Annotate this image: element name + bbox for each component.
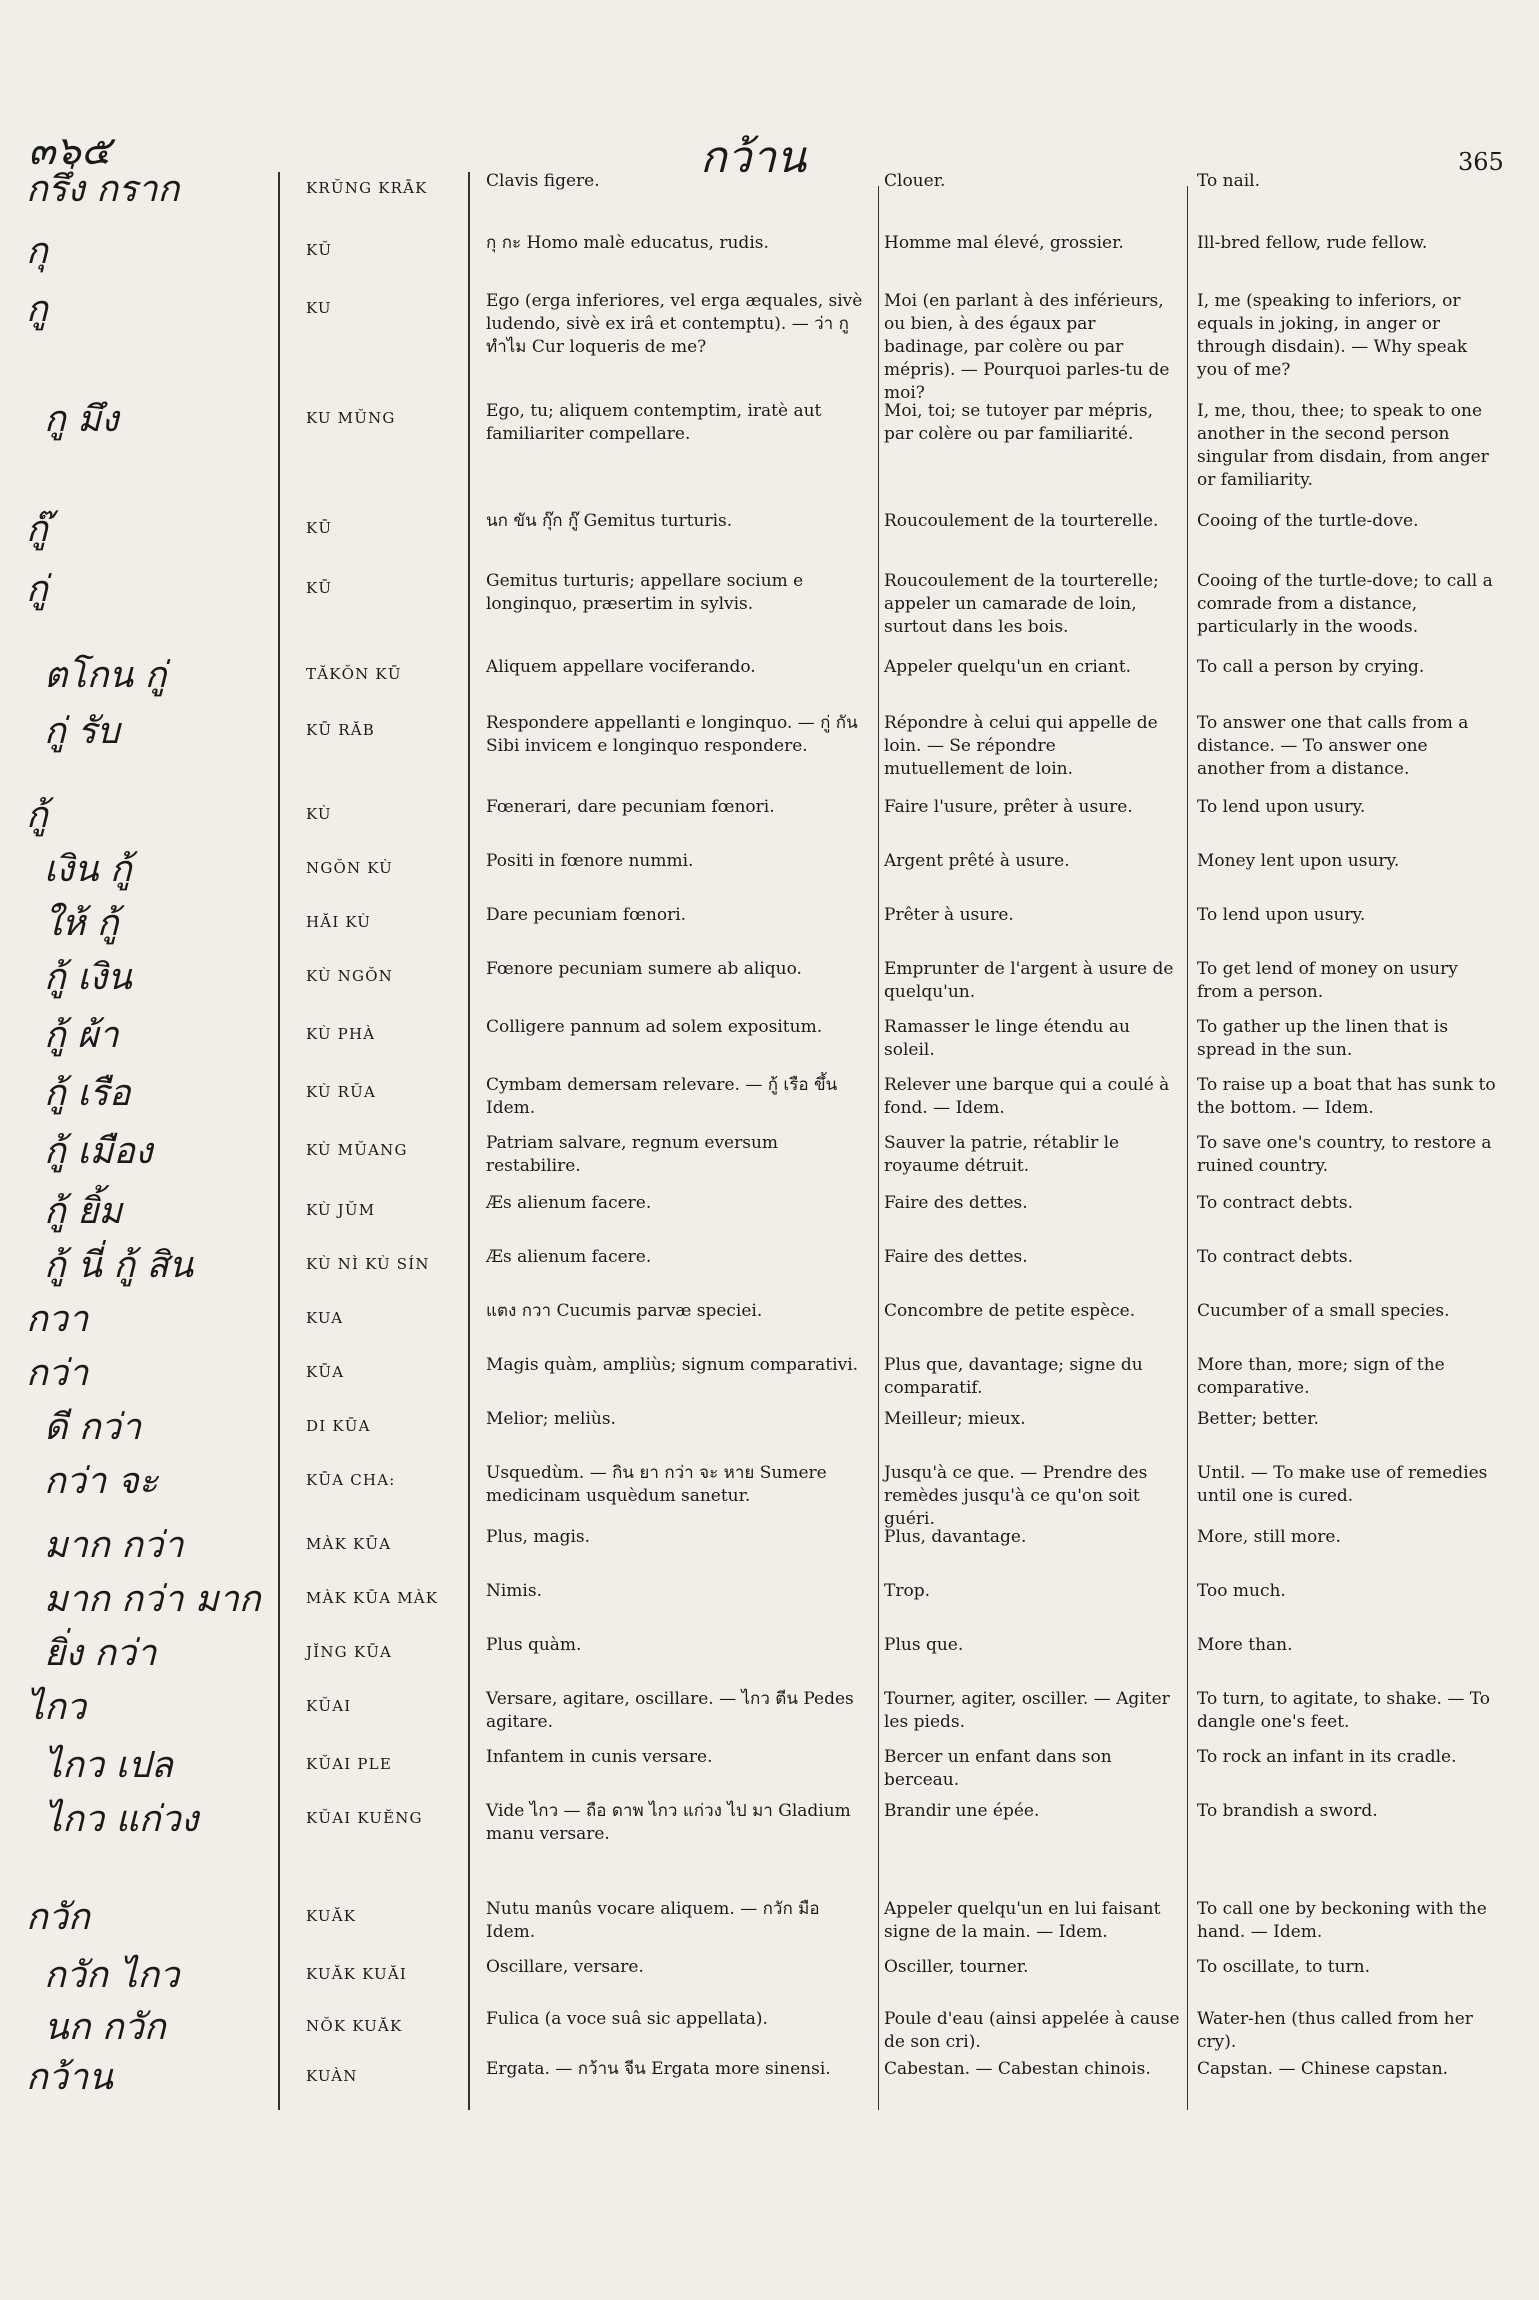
entry-latin: Ego (erga inferiores, vel erga æquales, sivè ludendo, sivè ex irâ et contemptu). — ว่า กู ทำไม Cur loqueris de me? (486, 291, 863, 357)
entry-english: To call a person by crying. (1197, 657, 1425, 677)
entry-romanization: KÙ RŬA (306, 1083, 377, 1101)
entry-romanization: KÙ (306, 805, 332, 823)
entry-thai-headword: กรึ่ง กราก (26, 169, 180, 210)
entry-thai-headword: กวา (26, 1299, 89, 1340)
entry-english: To brandish a sword. (1197, 1801, 1378, 1821)
entry-latin: Fœnore pecuniam sumere ab aliquo. (486, 959, 802, 979)
entry-english: To raise up a boat that has sunk to the bottom. — Idem. (1197, 1075, 1496, 1118)
entry-romanization: KUĂK (306, 1907, 357, 1925)
entry-romanization: KÙ NGŎN (306, 967, 394, 985)
entry-french: Moi (en parlant à des inférieurs, ou bien, à des égaux par badinage, par colère ou par mépris). — Pourquoi parles-tu de moi? (884, 291, 1170, 403)
entry-thai-headword: เงิน กู้ (44, 849, 132, 890)
entry-french: Cabestan. — Cabestan chinois. (884, 2059, 1151, 2079)
entry-latin: Cymbam demersam relevare. — กู้ เรือ ขึ้น Idem. (486, 1075, 838, 1118)
entry-french: Faire l'usure, prêter à usure. (884, 797, 1133, 817)
entry-french: Relever une barque qui a coulé à fond. — Idem. (884, 1075, 1170, 1118)
column-rule-2 (468, 172, 470, 2110)
entry-french: Faire des dettes. (884, 1193, 1028, 1213)
entry-french: Roucoulement de la tourterelle; appeler un camarade de loin, surtout dans les bois. (884, 571, 1159, 637)
entry-latin: Colligere pannum ad solem expositum. (486, 1017, 823, 1037)
entry-romanization: KÙ PHÀ (306, 1025, 376, 1043)
entry-english: To contract debts. (1197, 1247, 1353, 1267)
entry-thai-headword: กู่ รับ (44, 711, 120, 752)
entry-english: To gather up the linen that is spread in the sun. (1197, 1017, 1449, 1060)
entry-english: Capstan. — Chinese capstan. (1197, 2059, 1449, 2079)
entry-latin: Versare, agitare, oscillare. — ไกว ตีน Pedes agitare. (486, 1689, 854, 1732)
entry-thai-headword: นก กวัก (44, 2007, 166, 2048)
entry-latin: แตง กวา Cucumis parvæ speciei. (486, 1301, 763, 1321)
entry-latin: Usquedùm. — กิน ยา กว่า จะ หาย Sumere medicinam usquèdum sanetur. (486, 1463, 827, 1506)
entry-romanization: NŎK KUĂK (306, 2017, 403, 2035)
entry-english: Money lent upon usury. (1197, 851, 1400, 871)
entry-romanization: KÙ NÌ KÙ SÍN (306, 1255, 430, 1273)
entry-french: Plus, davantage. (884, 1527, 1027, 1547)
entry-thai-headword: กุ (26, 231, 48, 272)
entry-romanization: HĂI KÙ (306, 913, 372, 931)
entry-latin: กุ กะ Homo malè educatus, rudis. (486, 233, 769, 253)
entry-french: Brandir une épée. (884, 1801, 1040, 1821)
entry-french: Concombre de petite espèce. (884, 1301, 1136, 1321)
entry-latin: Aliquem appellare vociferando. (486, 657, 756, 677)
entry-english: I, me (speaking to inferiors, or equals in joking, in anger or through disdain). — Why speak you of me? (1197, 291, 1468, 380)
entry-english: Cooing of the turtle-dove; to call a comrade from a distance, particularly in the woods. (1197, 571, 1493, 637)
entry-romanization: MÀK KŪA (306, 1535, 392, 1553)
entry-thai-headword: มาก กว่า มาก (44, 1579, 261, 1620)
entry-latin: Melior; meliùs. (486, 1409, 616, 1429)
running-head: กว้าน (700, 132, 807, 183)
entry-french: Faire des dettes. (884, 1247, 1028, 1267)
entry-english: To lend upon usury. (1197, 905, 1366, 925)
entry-latin: Nimis. (486, 1581, 542, 1601)
entry-french: Roucoulement de la tourterelle. (884, 511, 1159, 531)
entry-romanization: KÙ JŬM (306, 1201, 376, 1219)
entry-romanization: KŪA CHA: (306, 1471, 396, 1489)
entry-english: To get lend of money on usury from a person. (1197, 959, 1458, 1002)
entry-english: I, me, thou, thee; to speak to one another in the second person singular from disdain, from anger or familiarity. (1197, 401, 1489, 490)
entry-thai-headword: กู (26, 289, 48, 330)
entry-french: Emprunter de l'argent à usure de quelqu'un. (884, 959, 1174, 1002)
entry-romanization: KÙ MŬANG (306, 1141, 408, 1159)
entry-english: To save one's country, to restore a ruined country. (1197, 1133, 1492, 1176)
entry-latin: Positi in fœnore nummi. (486, 851, 694, 871)
entry-thai-headword: กู้ เมือง (44, 1131, 153, 1172)
entry-english: To nail. (1197, 171, 1261, 191)
entry-romanization: KŪA (306, 1363, 345, 1381)
entry-romanization: DI KŪA (306, 1417, 371, 1435)
entry-french: Bercer un enfant dans son berceau. (884, 1747, 1112, 1790)
entry-latin: Infantem in cunis versare. (486, 1747, 713, 1767)
entry-french: Homme mal élevé, grossier. (884, 233, 1124, 253)
entry-english: To contract debts. (1197, 1193, 1353, 1213)
entry-romanization: JĬNG KŪA (306, 1643, 393, 1661)
entry-thai-headword: มาก กว่า (44, 1525, 184, 1566)
entry-latin: Ego, tu; aliquem contemptim, iratè aut familiariter compellare. (486, 401, 822, 444)
entry-thai-headword: ไกว (26, 1687, 87, 1728)
entry-french: Appeler quelqu'un en criant. (884, 657, 1132, 677)
entry-thai-headword: ให้ กู้ (44, 903, 119, 944)
entry-latin: Respondere appellanti e longinquo. — กู่ กัน Sibi invicem e longinquo respondere. (486, 713, 858, 756)
entry-latin: Plus, magis. (486, 1527, 591, 1547)
entry-latin: Plus quàm. (486, 1635, 582, 1655)
entry-french: Argent prêté à usure. (884, 851, 1070, 871)
entry-latin: Fœnerari, dare pecuniam fœnori. (486, 797, 775, 817)
entry-english: To rock an infant in its cradle. (1197, 1747, 1457, 1767)
entry-romanization: KUA (306, 1309, 344, 1327)
entry-thai-headword: กู้ นี่ กู้ สิน (44, 1245, 194, 1286)
entry-thai-headword: กู้ ผ้า (44, 1015, 119, 1056)
entry-french: Plus que. (884, 1635, 964, 1655)
entry-thai-headword: กู๊ (26, 509, 48, 550)
entry-english: To oscillate, to turn. (1197, 1957, 1371, 1977)
entry-latin: Fulica (a voce suâ sic appellata). (486, 2009, 768, 2029)
entry-thai-headword: กู่ (26, 569, 48, 610)
entry-latin: Patriam salvare, regnum eversum restabilire. (486, 1133, 779, 1176)
entry-english: Better; better. (1197, 1409, 1319, 1429)
entry-romanization: KU (306, 299, 332, 317)
entry-english: Water-hen (thus called from her cry). (1197, 2009, 1473, 2052)
entry-thai-headword: กว้าน (26, 2057, 113, 2098)
entry-romanization: KŬAI PLE (306, 1755, 392, 1773)
entry-french: Répondre à celui qui appelle de loin. — Se répondre mutuellement de loin. (884, 713, 1158, 779)
entry-english: More, still more. (1197, 1527, 1341, 1547)
entry-romanization: TĂKŎN KŪ (306, 665, 402, 683)
entry-french: Trop. (884, 1581, 930, 1601)
entry-thai-headword: ยิ่ง กว่า (44, 1633, 157, 1674)
entry-french: Poule d'eau (ainsi appelée à cause de son cri). (884, 2009, 1180, 2052)
entry-french: Tourner, agiter, osciller. — Agiter les pieds. (884, 1689, 1170, 1732)
column-rule-4 (1187, 186, 1188, 2110)
entry-latin: Æs alienum facere. (486, 1193, 652, 1213)
column-rule-3 (878, 186, 879, 2110)
entry-romanization: KŪ RĂB (306, 721, 375, 739)
entry-english: Ill-bred fellow, rude fellow. (1197, 233, 1428, 253)
entry-latin: Ergata. — กว้าน จีน Ergata more sinensi. (486, 2059, 831, 2079)
entry-french: Prêter à usure. (884, 905, 1014, 925)
entry-english: Cooing of the turtle-dove. (1197, 511, 1419, 531)
entry-romanization: KŪ (306, 579, 333, 597)
entry-romanization: KŪ (306, 519, 333, 537)
entry-thai-headword: กวัก ไกว (44, 1955, 180, 1996)
entry-latin: นก ขัน กุ๊ก กู๊ Gemitus turturis. (486, 511, 733, 531)
entry-french: Appeler quelqu'un en lui faisant signe de la main. — Idem. (884, 1899, 1161, 1942)
entry-romanization: KRŬNG KRĀK (306, 179, 428, 197)
entry-romanization: KŬAI (306, 1697, 352, 1715)
entry-romanization: KŬAI KUĔNG (306, 1809, 423, 1827)
entry-thai-headword: กู้ ยิ้ม (44, 1191, 123, 1232)
entry-romanization: NGŎN KÙ (306, 859, 394, 877)
entry-english: Too much. (1197, 1581, 1286, 1601)
entry-french: Sauver la patrie, rétablir le royaume détruit. (884, 1133, 1120, 1176)
entry-romanization: KŬ (306, 241, 333, 259)
entry-english: Until. — To make use of remedies until one is cured. (1197, 1463, 1488, 1506)
entry-english: Cucumber of a small species. (1197, 1301, 1450, 1321)
entry-latin: Magis quàm, ampliùs; signum comparativi. (486, 1355, 859, 1375)
thai-page-number: ๓๖๕ (28, 128, 112, 174)
entry-french: Ramasser le linge étendu au soleil. (884, 1017, 1130, 1060)
entry-latin: Oscillare, versare. (486, 1957, 644, 1977)
entry-english: To call one by beckoning with the hand. — Idem. (1197, 1899, 1487, 1942)
entry-english: To answer one that calls from a distance. — To answer one another from a distance. (1197, 713, 1469, 779)
entry-thai-headword: ตโกน กู่ (44, 655, 167, 696)
entry-french: Osciller, tourner. (884, 1957, 1029, 1977)
entry-thai-headword: กู้ (26, 795, 48, 836)
entry-romanization: KUÀN (306, 2067, 358, 2085)
entry-french: Jusqu'à ce que. — Prendre des remèdes jusqu'à ce qu'on soit guéri. (884, 1463, 1148, 1529)
entry-english: To lend upon usury. (1197, 797, 1366, 817)
entry-romanization: MÀK KŪA MÀK (306, 1589, 439, 1607)
entry-latin: Gemitus turturis; appellare socium e longinquo, præsertim in sylvis. (486, 571, 804, 614)
entry-french: Meilleur; mieux. (884, 1409, 1026, 1429)
entry-thai-headword: ไกว เปล (44, 1745, 173, 1786)
entry-french: Moi, toi; se tutoyer par mépris, par colère ou par familiarité. (884, 401, 1154, 444)
entry-latin: Vide ไกว — ถือ ดาพ ไกว แก่วง ไป มา Gladium manu versare. (486, 1801, 851, 1844)
entry-latin: Dare pecuniam fœnori. (486, 905, 687, 925)
entry-english: To turn, to agitate, to shake. — To dangle one's feet. (1197, 1689, 1491, 1732)
entry-french: Plus que, davantage; signe du comparatif. (884, 1355, 1143, 1398)
entry-thai-headword: ไกว แก่วง (44, 1799, 199, 1840)
entry-romanization: KU MŬNG (306, 409, 396, 427)
entry-thai-headword: กว่า (26, 1353, 89, 1394)
entry-latin: Nutu manûs vocare aliquem. — กวัก มือ Idem. (486, 1899, 820, 1942)
page-number: 365 (1458, 148, 1504, 176)
entry-thai-headword: กว่า จะ (44, 1461, 159, 1502)
entry-romanization: KUĂK KUĂI (306, 1965, 407, 1983)
entry-french: Clouer. (884, 171, 946, 191)
entry-latin: Æs alienum facere. (486, 1247, 652, 1267)
entry-thai-headword: กู้ เงิน (44, 957, 132, 998)
entry-thai-headword: ดี กว่า (44, 1407, 142, 1448)
entry-english: More than, more; sign of the comparative. (1197, 1355, 1445, 1398)
entry-thai-headword: กวัก (26, 1897, 90, 1938)
entry-thai-headword: กู มึง (44, 399, 119, 440)
entry-latin: Clavis figere. (486, 171, 600, 191)
entry-thai-headword: กู้ เรือ (44, 1073, 131, 1114)
entry-english: More than. (1197, 1635, 1293, 1655)
